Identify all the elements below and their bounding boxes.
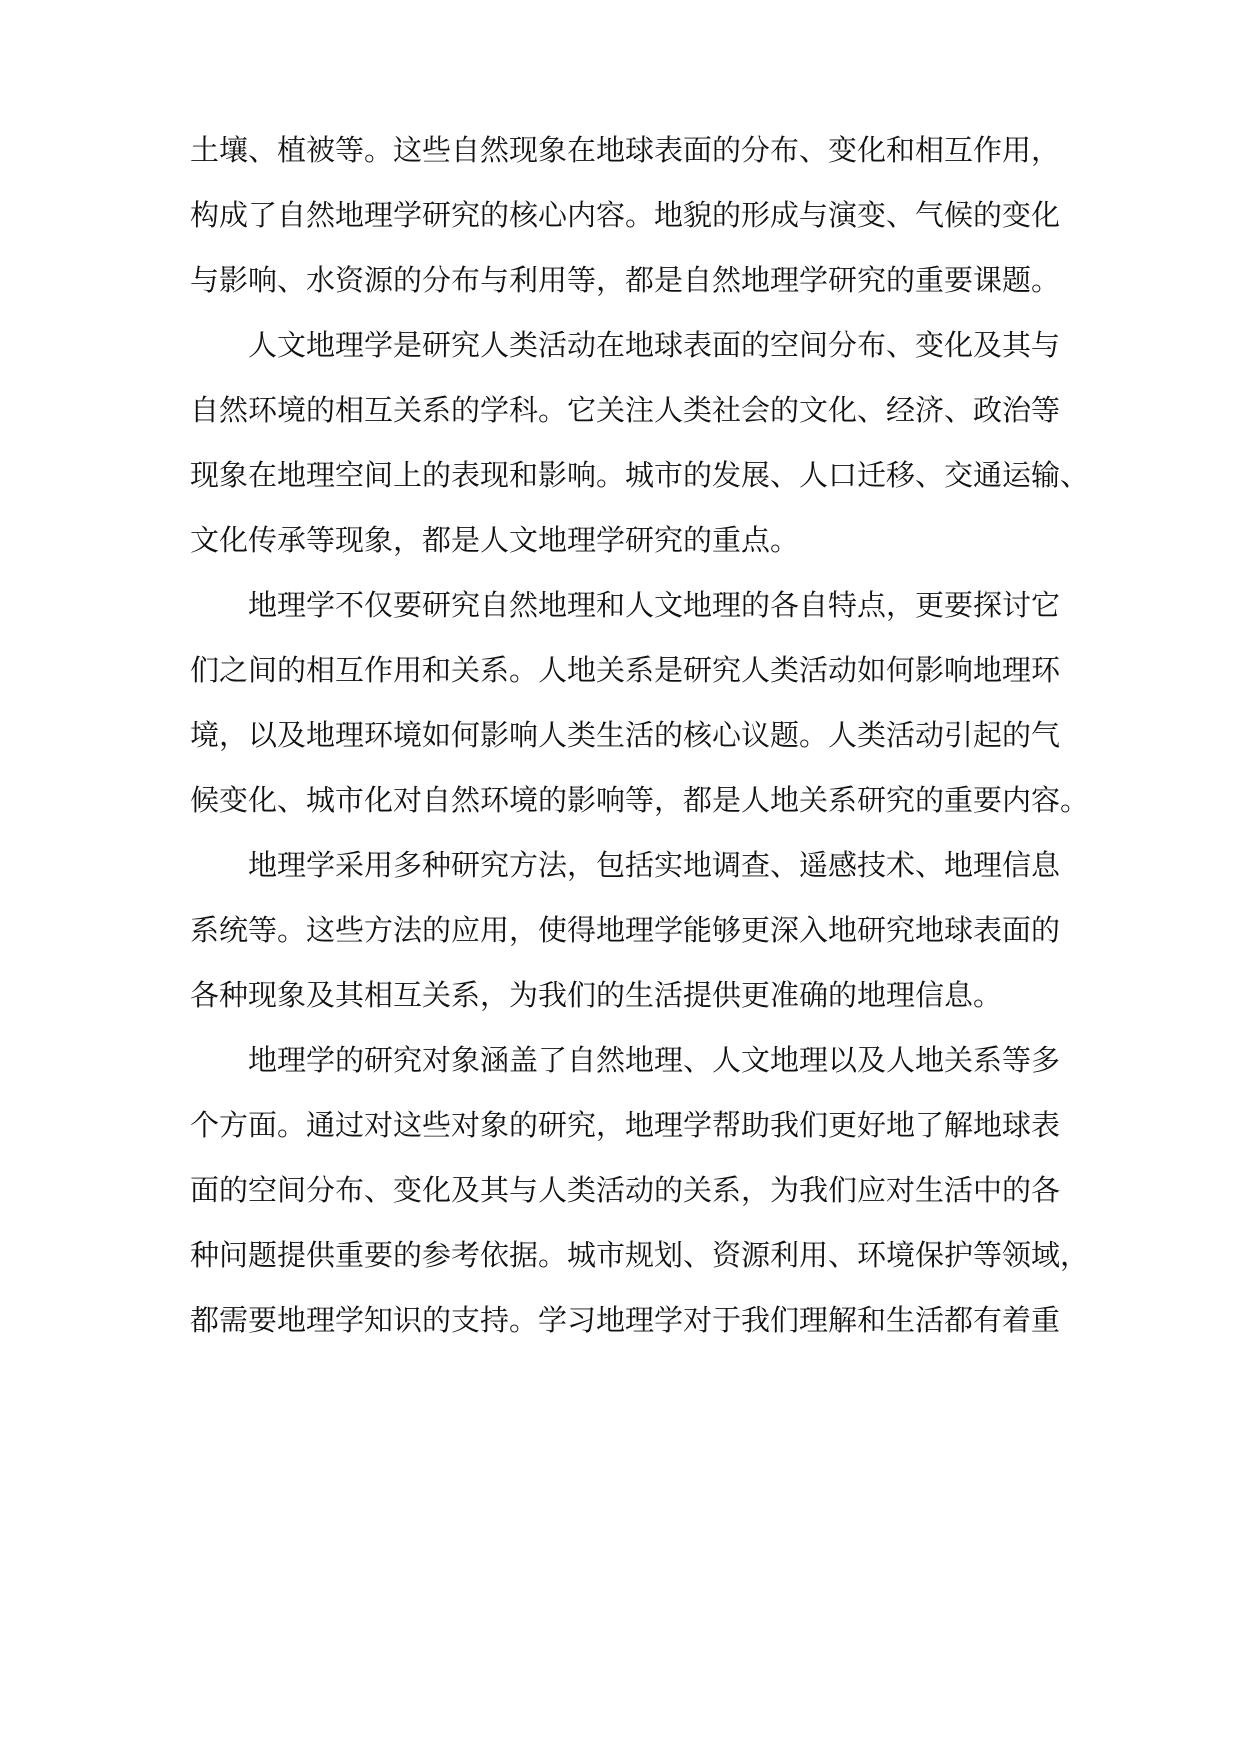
paragraph (190, 833, 1060, 1028)
text-line: 人文地理学是研究人类活动在地球表面的空间分布、变化及其与 (248, 328, 1061, 362)
text-line: 自然环境的相互关系的学科。它关注人类社会的文化、经济、政治等 (190, 393, 1061, 427)
text-line: 现象在地理空间上的表现和影响。城市的发展、人口迁移、交通运输、 (190, 458, 1090, 492)
text-line: 构成了自然地理学研究的核心内容。地貌的形成与演变、气候的变化 (190, 198, 1061, 232)
text-line: 境，以及地理环境如何影响人类生活的核心议题。人类活动引起的气 (190, 718, 1061, 752)
text-line: 们之间的相互作用和关系。人地关系是研究人类活动如何影响地理环 (190, 653, 1061, 687)
text-line: 土壤、植被等。这些自然现象在地球表面的分布、变化和相互作用， (190, 133, 1061, 167)
text-line: 文化传承等现象，都是人文地理学研究的重点。 (190, 523, 800, 557)
text-line: 各种现象及其相互关系，为我们的生活提供更准确的地理信息。 (190, 978, 1003, 1012)
paragraph (190, 573, 1090, 833)
text-line: 面的空间分布、变化及其与人类活动的关系，为我们应对生活中的各 (190, 1173, 1061, 1207)
text-line: 地理学不仅要研究自然地理和人文地理的各自特点，更要探讨它 (248, 588, 1061, 622)
text-line: 与影响、水资源的分布与利用等，都是自然地理学研究的重要课题。 (190, 263, 1061, 297)
text-line: 种问题提供重要的参考依据。城市规划、资源利用、环境保护等领域， (190, 1238, 1090, 1272)
paragraph (190, 1028, 1090, 1353)
paragraph (190, 313, 1090, 573)
paragraph (190, 118, 1060, 313)
text-line: 个方面。通过对这些对象的研究，地理学帮助我们更好地了解地球表 (190, 1108, 1061, 1142)
text-line: 地理学采用多种研究方法，包括实地调查、遥感技术、地理信息 (248, 848, 1061, 882)
text-line: 系统等。这些方法的应用，使得地理学能够更深入地研究地球表面的 (190, 913, 1061, 947)
text-line: 地理学的研究对象涵盖了自然地理、人文地理以及人地关系等多 (248, 1043, 1061, 1077)
body-text (190, 118, 1090, 1353)
text-line: 候变化、城市化对自然环境的影响等，都是人地关系研究的重要内容。 (190, 783, 1090, 817)
text-line: 都需要地理学知识的支持。学习地理学对于我们理解和生活都有着重 (190, 1303, 1061, 1337)
